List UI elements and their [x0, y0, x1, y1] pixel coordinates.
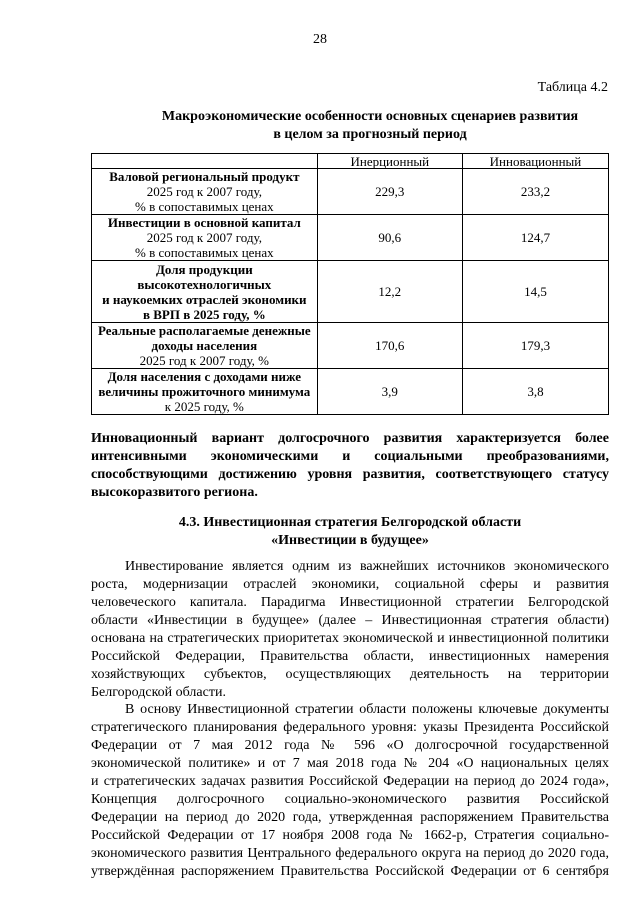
inertial-value: 90,6	[317, 215, 462, 261]
text-line: и стратегических задачах развития Российской Федерации на период до 2024 года»,	[91, 774, 609, 789]
innovative-value: 233,2	[462, 169, 608, 215]
innovative-value: 3,8	[462, 369, 608, 415]
text-line: способствующими достижению уровня развития, соответствующего статусу	[91, 467, 609, 482]
indicator-bold-line: Доля населения с доходами ниже	[107, 369, 302, 384]
indicator-line: 2025 год к 2007 году,	[146, 184, 262, 199]
section-heading-line: 4.3. Инвестиционная стратегия Белгородской области	[178, 515, 522, 530]
inertial-value: 229,3	[317, 169, 462, 215]
indicator-line: 2025 год к 2007 году, %	[139, 353, 269, 368]
table-row	[92, 261, 609, 323]
text-line: Федерации от 7 мая 2012 года № 596 «О долгосрочной государственной	[91, 738, 609, 753]
table-row	[92, 169, 609, 215]
indicator-cell	[92, 323, 318, 369]
indicator-line: % в сопоставимых ценах	[134, 199, 274, 214]
body-paragraph-1	[91, 558, 609, 702]
header-cell-indicator	[92, 154, 318, 169]
indicator-bold-line: Инвестиции в основной капитал	[107, 215, 301, 230]
text-line: хозяйствующих субъектов, осуществляющих деятельность на территории	[91, 667, 609, 682]
inertial-value: 3,9	[317, 369, 462, 415]
text-line: роста, модернизации отраслей экономики, социальной сферы и развития	[91, 577, 609, 592]
indicator-bold-line: Валовой региональный продукт	[109, 169, 300, 184]
section-heading-line: «Инвестиции в будущее»	[271, 533, 429, 548]
indicator-bold-line: величины прожиточного минимума	[98, 384, 311, 399]
header-cell-innovative: Инновационный	[462, 154, 608, 169]
text-line: В основу Инвестиционной стратегии области положены ключевые документы	[125, 702, 609, 717]
innovative-value: 179,3	[462, 323, 608, 369]
table-title	[90, 108, 640, 144]
indicator-bold-line: и наукоемких отраслей экономики	[102, 291, 307, 307]
table-row	[92, 369, 609, 415]
scenario-table	[91, 153, 609, 415]
text-line: Концепция долгосрочного социально-экономического развития Российской	[91, 792, 609, 807]
text-line: экономической политике» и от 7 мая 2018 года № 204 «О национальных целях	[91, 756, 609, 771]
header-cell-inertial: Инерционный	[317, 154, 462, 169]
text-line: Белгородской области.	[91, 685, 226, 700]
text-line: интенсивными экономическими и социальными преобразованиями,	[91, 449, 609, 464]
inertial-value: 170,6	[317, 323, 462, 369]
text-line: Инвестирование является одним из важнейших источников экономического	[125, 559, 609, 574]
indicator-bold-line: Реальные располагаемые денежные	[97, 323, 311, 338]
indicator-line: к 2025 году, %	[164, 399, 244, 414]
inertial-value: 12,2	[317, 261, 462, 323]
indicator-bold-line: в ВРП в 2025 году, %	[142, 306, 266, 322]
text-line: высокоразвитого региона.	[91, 485, 258, 500]
table-row	[92, 323, 609, 369]
table-title-line: в целом за прогнозный период	[273, 127, 467, 142]
text-line: Российской Федерации от 17 ноября 2008 года № 1662-р, Стратегия социально-	[91, 828, 609, 843]
innovative-value: 124,7	[462, 215, 608, 261]
table-header-row	[92, 154, 609, 169]
indicator-cell	[92, 169, 318, 215]
text-line: Российской Федерации, Правительства области, инвестиционных намерения	[91, 649, 609, 664]
body-paragraph-2	[91, 701, 609, 881]
text-line: человеческого капитала. Парадигма Инвестиционной стратегии Белгородской	[91, 595, 609, 610]
text-line: области «Инвестиции в будущее» (далее – Инвестиционная стратегия области)	[91, 613, 609, 628]
indicator-cell	[92, 215, 318, 261]
text-line: основана на стратегических приоритетах экономической и инвестиционной политики	[91, 631, 609, 646]
innovative-value: 14,5	[462, 261, 608, 323]
text-line: Инновационный вариант долгосрочного развития характеризуется более	[91, 431, 609, 446]
text-line: экономического развития Центрального федерального округа на период до 2020 года,	[91, 846, 609, 861]
indicator-bold-line: Доля продукции	[155, 261, 253, 277]
indicator-line: 2025 год к 2007 году,	[146, 230, 262, 245]
text-line: утверждённая распоряжением Правительства Российской Федерации от 6 сентября	[91, 864, 609, 879]
page-number: 28	[313, 32, 327, 47]
table-title-line: Макроэкономические особенности основных сценариев развития	[161, 109, 579, 124]
indicator-bold-line: доходы населения	[151, 338, 258, 353]
text-line: стратегического планирования федерального уровня: указы Президента Российской	[91, 720, 609, 735]
indicator-cell	[92, 369, 318, 415]
conclusion-paragraph	[91, 430, 609, 502]
section-heading	[91, 514, 609, 550]
text-line: Федерации на период до 2020 года, утвержденная распоряжением Правительства	[91, 810, 609, 825]
indicator-line: % в сопоставимых ценах	[134, 245, 274, 260]
indicator-cell	[92, 261, 318, 323]
table-label: Таблица 4.2	[537, 80, 608, 95]
table-row	[92, 215, 609, 261]
indicator-bold-line: высокотехнологичных	[137, 276, 272, 292]
